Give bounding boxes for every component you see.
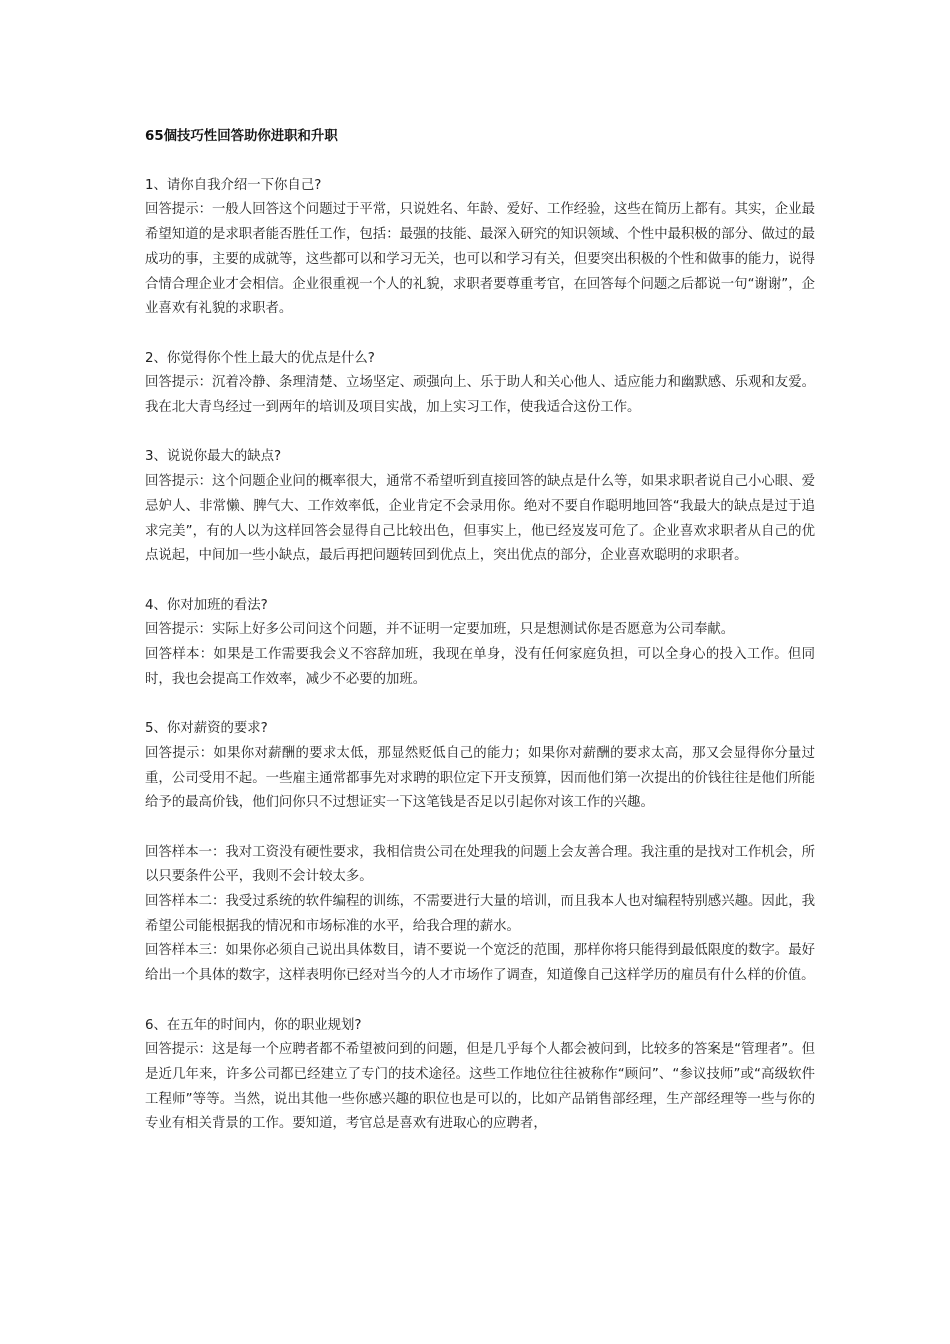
document-title: 65個技巧性回答助你进职和升职 [145,129,338,144]
answer-4-hint: 回答提示：实际上好多公司问这个问题，并不证明一定要加班，只是想测试你是否愿意为公司奉献。 [145,622,735,638]
question-6: 6、在五年的时间内，你的职业规划? [145,1017,362,1033]
answer-5-hint: 回答提示：如果你对薪酬的要求太低，那显然贬低自己的能力；如果你对薪酬的要求太高，那又会显得你分量过重，公司受用不起。一些雇主通常都事先对求聘的职位定下开支预算，因而他们第一次提出的价钱往往是他们所能给予的最高价钱，他们问你只不过想证实一下这笔钱是否足以引起你对该工作的兴趣。 [145,745,815,811]
answer-4-sample: 回答样本：如果是工作需要我会义不容辞加班，我现在单身，没有任何家庭负担，可以全身心的投入工作。但同时，我也会提高工作效率，减少不必要的加班。 [145,647,815,687]
question-3: 3、说说你最大的缺点? [145,449,282,465]
question-4: 4、你对加班的看法? [145,597,268,613]
answer-5-sample-1: 回答样本一：我对工资没有硬性要求，我相信贵公司在处理我的问题上会友善合理。我注重的是找对工作机会，所以只要条件公平，我则不会计较太多。 [145,844,815,885]
section-1 [145,174,815,322]
section-3 [145,445,815,569]
question-5: 5、你对薪资的要求? [145,721,268,737]
section-5 [145,717,815,816]
section-5-samples [145,841,815,989]
section-4 [145,594,815,693]
answer-2-hint: 回答提示：沉着冷静、条理清楚、立场坚定、顽强向上、乐于助人和关心他人、适应能力和幽默感、乐观和友爱。我在北大青鸟经过一到两年的培训及项目实战，加上实习工作，使我适合这份工作。 [145,375,815,416]
question-2: 2、你觉得你个性上最大的优点是什么? [145,350,375,366]
section-2 [145,347,815,421]
answer-5-sample-2: 回答样本二：我受过系统的软件编程的训练，不需要进行大量的培训，而且我本人也对编程特别感兴趣。因此，我希望公司能根据我的情况和市场标准的水平，给我合理的薪水。 [145,894,815,934]
answer-1-hint: 回答提示：一般人回答这个问题过于平常，只说姓名、年龄、爱好、工作经验，这些在简历上都有。其实，企业最希望知道的是求职者能否胜任工作，包括：最强的技能、最深入研究的知识领域、个性中最积极的部分、做过的最成功的事，主要的成就等，这些都可以和学习无关，也可以和学习有关，但要突出积极的个性和做事的能力，说得合情合理企业才会相信。企业很重视一个人的礼貌，求职者要尊重考官，在回答每个问题之后都说一句“谢谢”，企业喜欢有礼貌的求职者。 [145,202,816,317]
section-6 [145,1014,815,1138]
answer-6-hint: 回答提示：这是每一个应聘者都不希望被问到的问题，但是几乎每个人都会被问到，比较多的答案是“管理者”。但是近几年来，许多公司都已经建立了专门的技术途径。这些工作地位往往被称作“顾问”、“参议技师”或“高级软件工程师”等等。当然，说出其他一些你感兴趣的职位也是可以的，比如产品销售部经理，生产部经理等一些与你的专业有相关背景的工作。要知道，考官总是喜欢有进取心的应聘者， [145,1042,816,1132]
answer-5-sample-3: 回答样本三：如果你必须自己说出具体数目，请不要说一个宽泛的范围，那样你将只能得到最低限度的数字。最好给出一个具体的数字，这样表明你已经对当今的人才市场作了调查，知道像自己这样学历的雇员有什么样的价值。 [145,943,815,984]
question-1: 1、请你自我介绍一下你自己? [145,177,322,193]
answer-3-hint: 回答提示：这个问题企业问的概率很大，通常不希望听到直接回答的缺点是什么等，如果求职者说自己小心眼、爱忌妒人、非常懒、脾气大、工作效率低，企业肯定不会录用你。绝对不要自作聪明地回答“我最大的缺点是过于追求完美”，有的人以为这样回答会显得自己比较出色，但事实上，他已经岌岌可危了。企业喜欢求职者从自己的优点说起，中间加一些小缺点，最后再把问题转回到优点上，突出优点的部分，企业喜欢聪明的求职者。 [145,474,815,564]
document-body [145,125,815,1162]
